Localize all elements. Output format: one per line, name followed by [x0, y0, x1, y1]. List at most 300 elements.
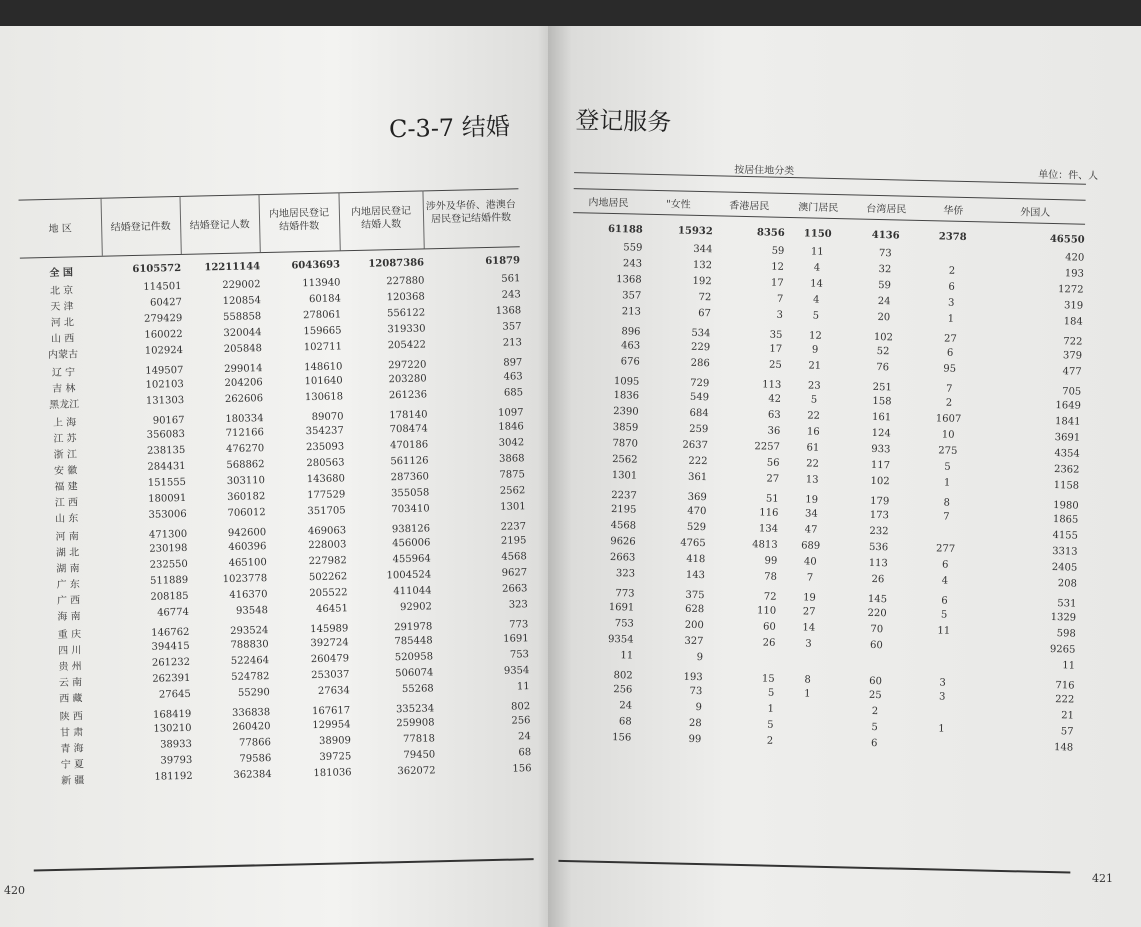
- table-cell: 10: [941, 429, 955, 441]
- table-cell: 477: [1062, 365, 1082, 378]
- table-cell: 16: [806, 425, 820, 438]
- table-cell: 933: [871, 443, 891, 455]
- table-cell: 46774: [157, 606, 190, 619]
- table-cell: 262391: [152, 672, 191, 685]
- table-cell: 35: [769, 329, 783, 341]
- table-cell: 168419: [152, 708, 192, 721]
- table-cell: 78: [764, 571, 778, 583]
- table-cell: 1: [947, 313, 955, 325]
- table-cell: 32: [878, 263, 892, 275]
- table-cell: 362384: [233, 768, 272, 781]
- table-cell: 5: [871, 721, 878, 733]
- group-header: 按居住地分类: [734, 164, 795, 178]
- table-cell: 全 国: [49, 266, 74, 279]
- table-cell: 193: [683, 671, 703, 684]
- table-cell: 60: [762, 620, 776, 633]
- table-cell: 753: [509, 648, 530, 661]
- table-cell: 262606: [224, 392, 264, 405]
- table-cell: 1846: [498, 420, 524, 433]
- table-cell: 130210: [153, 722, 192, 735]
- table-cell: 213: [621, 305, 642, 318]
- table-cell: 5: [940, 609, 948, 621]
- table-cell: 471300: [148, 528, 188, 541]
- table-cell: 394415: [151, 640, 190, 653]
- table-cell: 2405: [1051, 561, 1078, 574]
- table-cell: 208: [1057, 577, 1078, 590]
- table-cell: 11: [516, 680, 530, 692]
- table-cell: 山 西: [50, 332, 75, 345]
- table-cell: 21: [1061, 709, 1075, 722]
- table-cell: 238135: [146, 444, 186, 457]
- table-cell: 287360: [390, 470, 430, 483]
- table-cell: [775, 651, 841, 668]
- table-cell: 9265: [1049, 643, 1076, 656]
- table-cell: 5: [810, 394, 818, 406]
- table-cell: 160022: [144, 328, 183, 341]
- table-cell: 2: [871, 705, 879, 717]
- table-cell: 355058: [390, 486, 430, 499]
- table-cell: 181192: [154, 770, 193, 783]
- table-cell: 6: [946, 347, 954, 359]
- table-cell: 1607: [935, 412, 962, 425]
- table-cell: 558858: [222, 310, 262, 323]
- table-cell: 1004524: [386, 568, 432, 581]
- table-cell: 14: [810, 277, 824, 290]
- table-cell: 716: [1055, 680, 1075, 692]
- table-cell: 230198: [149, 542, 188, 555]
- table-cell: 99: [688, 733, 702, 745]
- table-cell: 3: [776, 309, 784, 321]
- table-cell: 1301: [611, 469, 638, 482]
- table-cell: 689: [801, 539, 821, 552]
- table-cell: 55290: [237, 686, 270, 699]
- table-cell: 357: [502, 320, 522, 333]
- table-cell: 46550: [1049, 233, 1085, 246]
- table-cell: 773: [615, 588, 635, 600]
- table-cell: 4155: [1052, 529, 1079, 542]
- table-cell: 14: [802, 621, 816, 634]
- table-cell: 99: [764, 555, 778, 567]
- table-cell: 6043693: [291, 258, 341, 271]
- table-cell: 167617: [311, 705, 351, 718]
- table-cell: [910, 704, 974, 721]
- table-cell: 27: [943, 333, 957, 345]
- table-cell: 102103: [145, 378, 184, 391]
- table-cell: 506074: [395, 666, 434, 679]
- table-cell: 青 海: [60, 742, 84, 755]
- table-cell: 3868: [498, 452, 525, 465]
- table-cell: 534: [691, 327, 711, 340]
- table-cell: 云 南: [58, 676, 83, 689]
- table-cell: 277: [935, 542, 956, 555]
- table-cell: 375: [685, 589, 705, 602]
- table-cell: 2195: [610, 503, 637, 516]
- table-cell: 60427: [149, 296, 183, 309]
- table-cell: 161: [871, 411, 892, 423]
- table-cell: 27645: [158, 688, 191, 701]
- table-cell: 227880: [386, 274, 425, 287]
- table-cell: 354237: [305, 424, 344, 437]
- table-cell: 232550: [149, 558, 188, 571]
- table-cell: [920, 246, 984, 263]
- table-cell: 河 南: [55, 531, 79, 543]
- table-cell: 628: [685, 603, 705, 615]
- background-edge: [0, 0, 1141, 26]
- table-cell: 6: [941, 559, 949, 571]
- table-cell: 黑龙江: [49, 398, 80, 411]
- table-cell: 278061: [302, 308, 342, 321]
- table-cell: 204206: [224, 376, 263, 389]
- table-cell: 贵 州: [58, 660, 82, 673]
- table-cell: 110: [756, 604, 777, 617]
- table-cell: 360182: [227, 490, 266, 503]
- table-cell: 256: [613, 683, 633, 696]
- table-cell: 335234: [395, 703, 435, 716]
- header-foreigners: 外国人: [1020, 207, 1051, 219]
- table-cell: 529: [686, 521, 707, 533]
- table-cell: 323: [508, 598, 528, 611]
- header-mainland: 内地居民: [588, 197, 629, 210]
- table-cell: 228003: [308, 538, 347, 551]
- table-cell: 湖 北: [55, 546, 80, 559]
- table-cell: 938126: [391, 523, 431, 536]
- table-cell: 145: [867, 593, 888, 606]
- table-cell: 42: [768, 393, 782, 405]
- table-cell: 山 东: [55, 512, 79, 525]
- left-page-content: [0, 0, 560, 927]
- table-cell: 232: [869, 525, 889, 537]
- table-cell: 463: [620, 339, 641, 352]
- table-cell: 3691: [1054, 431, 1081, 444]
- table-cell: 896: [621, 326, 641, 338]
- table-cell: 宁 夏: [60, 758, 85, 771]
- table-cell: 江 苏: [53, 432, 77, 445]
- table-cell: 229: [690, 341, 711, 353]
- table-cell: 203280: [388, 372, 427, 385]
- table-cell: 148: [1053, 741, 1074, 754]
- table-cell: 重 庆: [57, 629, 82, 641]
- table-cell: 2378: [938, 230, 967, 243]
- table-cell: 120854: [222, 294, 262, 307]
- table-cell: 536: [868, 541, 889, 553]
- table-cell: 吉 林: [52, 382, 76, 395]
- table-cell: 1329: [1050, 611, 1077, 624]
- section-title: 登记服务: [574, 106, 672, 137]
- table-cell: 802: [510, 701, 531, 713]
- table-cell: 7: [945, 383, 953, 395]
- table-cell: 291978: [394, 621, 433, 634]
- table-cell: 685: [503, 386, 524, 399]
- table-cell: 11: [810, 245, 824, 258]
- table-cell: 208185: [150, 590, 189, 603]
- table-cell: 1: [943, 477, 951, 489]
- table-cell: 708474: [389, 422, 428, 435]
- table-cell: 456006: [392, 536, 431, 549]
- table-cell: 3313: [1052, 545, 1078, 558]
- table-cell: 6: [870, 737, 878, 749]
- table-cell: 4: [941, 575, 949, 587]
- table-cell: 西 藏: [59, 692, 83, 705]
- header-overseas-chinese: 华侨: [943, 205, 964, 217]
- table-cell: 180091: [148, 492, 187, 505]
- table-cell: 61: [806, 441, 820, 454]
- table-cell: 7: [776, 293, 784, 305]
- table-cell: 77866: [238, 736, 272, 749]
- table-cell: 68: [518, 746, 532, 758]
- left-data-table: [20, 250, 532, 787]
- table-cell: 773: [509, 619, 529, 631]
- table-cell: 4: [812, 294, 820, 306]
- table-cell: 15: [761, 673, 775, 685]
- table-cell: 327: [684, 635, 704, 647]
- table-cell: 4136: [871, 229, 900, 241]
- header-registrations: 结婚登记件数: [110, 221, 171, 234]
- table-cell: 151555: [147, 476, 187, 489]
- table-cell: 361: [687, 471, 708, 483]
- table-cell: 4568: [610, 519, 637, 532]
- table-cell: 722: [1063, 336, 1083, 348]
- table-cell: 19: [802, 592, 816, 604]
- table-cell: 9627: [501, 566, 528, 579]
- table-cell: 1368: [495, 304, 522, 317]
- table-cell: 124: [871, 427, 891, 439]
- table-cell: 143680: [306, 472, 346, 485]
- table-cell: 362072: [397, 764, 436, 777]
- right-data-table: [561, 218, 1085, 755]
- table-cell: 93548: [235, 604, 269, 617]
- table-cell: 351705: [307, 504, 346, 517]
- table-cell: 11: [620, 649, 634, 662]
- table-cell: 1368: [616, 273, 642, 286]
- table-cell: 新 疆: [61, 774, 85, 787]
- table-cell: 785448: [394, 634, 433, 647]
- table-cell: 70: [870, 623, 884, 635]
- table-cell: 102: [870, 475, 890, 487]
- table-cell: 内蒙古: [47, 348, 79, 361]
- table-cell: 1023778: [222, 572, 268, 585]
- table-cell: 177529: [307, 488, 346, 501]
- table-cell: 173: [869, 509, 890, 521]
- table-cell: 159665: [303, 324, 342, 337]
- table-bottom-rule: [558, 860, 1070, 874]
- table-cell: 284431: [147, 460, 186, 473]
- table-cell: 2237: [611, 490, 637, 502]
- table-cell: 辽 宁: [51, 367, 76, 379]
- table-cell: 336838: [231, 707, 271, 719]
- table-cell: 26: [871, 573, 885, 585]
- table-cell: 897: [503, 357, 523, 369]
- table-cell: 12: [808, 330, 822, 342]
- header-mainland-persons: 内地居民登记 结婚人数: [350, 205, 412, 231]
- table-cell: 213: [502, 336, 523, 349]
- table-cell: 205422: [387, 338, 427, 351]
- table-cell: 303110: [226, 474, 266, 487]
- table-cell: 95: [943, 363, 957, 375]
- table-cell: 101640: [304, 374, 343, 387]
- table-cell: 34: [804, 507, 818, 520]
- table-cell: 2390: [613, 405, 639, 418]
- table-cell: 67: [698, 307, 712, 319]
- table-cell: 319: [1063, 299, 1084, 312]
- table-cell: 39793: [160, 754, 193, 767]
- table-cell: 56: [766, 457, 780, 469]
- table-cell: 2237: [500, 521, 527, 533]
- table-cell: 19: [805, 494, 819, 506]
- table-cell: 9626: [610, 535, 636, 548]
- table-cell: 47: [804, 523, 818, 536]
- table-cell: 369: [687, 491, 707, 504]
- table-cell: 113940: [302, 276, 341, 289]
- table-cell: 73: [689, 685, 703, 697]
- table-cell: 460396: [228, 540, 267, 553]
- table-cell: 39725: [319, 750, 352, 763]
- table-cell: 90167: [152, 414, 185, 427]
- table-cell: 243: [501, 288, 521, 301]
- table-cell: 7870: [612, 437, 639, 450]
- table-cell: 60184: [308, 292, 341, 305]
- table-cell: 356083: [146, 428, 186, 441]
- table-cell: 4354: [1054, 447, 1080, 460]
- table-cell: 229002: [222, 278, 261, 291]
- table-cell: 102924: [144, 344, 184, 357]
- table-cell: 131303: [145, 394, 185, 407]
- table-cell: 280563: [306, 456, 345, 469]
- table-cell: 463: [503, 370, 523, 383]
- table-cell: 4765: [680, 537, 706, 549]
- table-cell: 261236: [388, 388, 428, 401]
- table-cell: 286: [690, 357, 710, 369]
- table-cell: 52: [876, 345, 890, 357]
- table-cell: [841, 652, 911, 670]
- table-cell: 76: [876, 361, 890, 373]
- table-cell: 上 海: [52, 417, 77, 429]
- table-cell: 4568: [501, 550, 527, 563]
- table-cell: 706012: [227, 506, 266, 519]
- header-foreign-cases: 涉外及华侨、港澳台 居民登记结婚件数: [425, 199, 516, 226]
- header-persons: 结婚登记人数: [189, 219, 250, 232]
- table-cell: 20: [877, 311, 891, 323]
- table-cell: 1980: [1053, 500, 1079, 512]
- table-cell: 1150: [803, 227, 832, 240]
- table-cell: 3: [947, 297, 955, 309]
- table-cell: 79450: [403, 748, 436, 761]
- table-cell: 220: [867, 607, 887, 619]
- header-region: 地 区: [48, 223, 72, 235]
- table-cell: 38909: [318, 734, 352, 747]
- table-cell: 3859: [612, 421, 639, 434]
- table-cell: 418: [686, 553, 706, 565]
- table-cell: 8356: [756, 226, 785, 239]
- table-cell: 27634: [317, 684, 350, 697]
- table-cell: 26: [762, 636, 776, 649]
- table-cell: 92902: [399, 600, 432, 613]
- table-cell: [773, 733, 839, 750]
- table-cell: 143: [685, 569, 706, 581]
- table-cell: 60: [869, 639, 883, 651]
- table-cell: 23: [807, 380, 821, 392]
- table-cell: 243: [622, 257, 643, 270]
- table-cell: 117: [870, 459, 891, 471]
- header-mainland-cases: 内地居民登记 结婚件数: [268, 207, 330, 233]
- right-page-content: [551, 0, 1112, 927]
- table-cell: 114501: [143, 280, 182, 293]
- table-cell: 24: [517, 730, 531, 742]
- table-cell: 2195: [500, 534, 527, 547]
- table-cell: 5: [944, 461, 951, 473]
- table-cell: 天 津: [50, 300, 74, 313]
- table-cell: 259: [689, 423, 709, 435]
- table-cell: 9: [696, 651, 704, 663]
- table-cell: 6: [941, 595, 948, 607]
- table-cell: 145989: [310, 623, 349, 636]
- table-cell: 299014: [224, 363, 263, 376]
- table-cell: 260420: [232, 720, 271, 733]
- table-cell: 61188: [607, 223, 643, 236]
- table-cell: 12211144: [204, 260, 261, 273]
- table-cell: 广 西: [56, 594, 81, 607]
- table-cell: 556122: [386, 306, 426, 319]
- table-cell: 116: [759, 506, 779, 519]
- table-cell: 469063: [307, 525, 347, 538]
- table-cell: 598: [1056, 627, 1076, 640]
- table-cell: 676: [620, 355, 640, 368]
- table-cell: 11: [1062, 659, 1076, 672]
- table-cell: 24: [877, 295, 891, 307]
- table-cell: 279429: [143, 312, 183, 325]
- table-cell: 149507: [145, 364, 184, 377]
- table-cell: 465100: [228, 556, 267, 569]
- table-cell: 256: [511, 714, 531, 727]
- table-cell: 455964: [392, 552, 431, 565]
- table-cell: [773, 717, 839, 734]
- table-cell: 3: [805, 637, 812, 650]
- table-cell: 102: [873, 331, 894, 344]
- table-cell: 193: [1064, 267, 1085, 280]
- table-cell: 470186: [389, 438, 429, 451]
- table-cell: 524782: [231, 670, 270, 683]
- table-cell: 156: [612, 731, 632, 744]
- table-cell: 200: [684, 619, 704, 631]
- table-cell: 1158: [1053, 479, 1080, 492]
- table-cell: 79586: [239, 752, 272, 765]
- table-cell: 531: [1057, 598, 1077, 610]
- unit-label: 单位：件、人: [1038, 169, 1099, 182]
- table-cell: 788830: [230, 638, 269, 651]
- table-cell: [911, 654, 975, 671]
- table-cell: 湖 南: [56, 562, 80, 575]
- table-cell: 北 京: [49, 284, 74, 297]
- table-cell: 357: [622, 289, 642, 302]
- table-cell: 703410: [391, 502, 430, 515]
- table-cell: 46451: [315, 602, 349, 615]
- table-cell: 17: [770, 277, 784, 289]
- header-top-rule: [19, 188, 519, 200]
- table-cell: 12: [771, 261, 785, 273]
- table-cell: 17: [769, 343, 783, 355]
- table-bottom-rule: [34, 858, 534, 871]
- table-cell: 51: [765, 493, 779, 505]
- table-cell: 260479: [310, 652, 350, 665]
- table-cell: 522464: [230, 654, 270, 667]
- table-cell: 22: [806, 457, 820, 470]
- table-cell: 1836: [613, 389, 640, 402]
- header-female: "女性: [665, 199, 691, 211]
- table-cell: 68: [618, 715, 632, 728]
- table-cell: 2562: [499, 484, 526, 497]
- table-cell: 25: [768, 359, 782, 371]
- table-cell: 156: [512, 762, 532, 775]
- table-cell: 7: [806, 571, 814, 584]
